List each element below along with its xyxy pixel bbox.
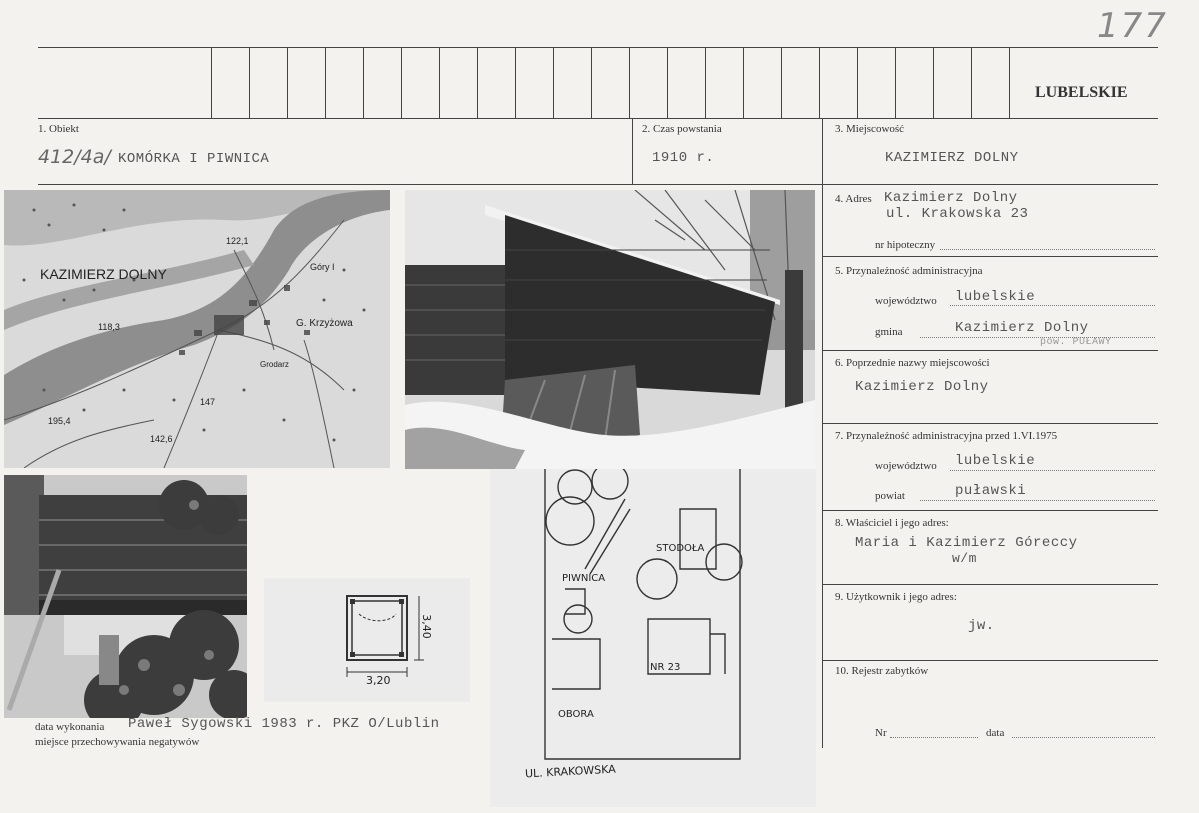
- grid-column-separator: [515, 47, 516, 118]
- site-plan-label: STODOŁA: [656, 543, 705, 554]
- grid-bottom-line: [38, 118, 1158, 119]
- site-plan-label: NR 23: [650, 662, 681, 673]
- map-label: Góry I: [310, 262, 335, 272]
- user-label: 9. Użytkownik i jego adres:: [835, 591, 957, 603]
- photographer-value: Paweł Sygowski 1983 r. PKZ O/Lublin: [128, 716, 440, 732]
- location-map: [4, 190, 390, 468]
- admin-commune-value: Kazimierz Dolny: [955, 320, 1089, 336]
- admin-before-voivodeship-value: lubelskie: [955, 453, 1036, 469]
- divider: [632, 118, 633, 184]
- locality-label: 3. Miejscowość: [835, 123, 905, 135]
- grid-column-separator: [819, 47, 820, 118]
- divider: [822, 510, 1158, 511]
- locality-value: KAZIMIERZ DOLNY: [885, 150, 1019, 166]
- divider: [822, 423, 1158, 424]
- grid-column-separator: [705, 47, 706, 118]
- dotted-field: [950, 470, 1155, 471]
- shed-photo: [405, 190, 815, 469]
- grid-column-separator: [895, 47, 896, 118]
- floor-plan-width: 3,20: [366, 674, 391, 687]
- former-names-label: 6. Poprzednie nazwy miejscowości: [835, 357, 990, 369]
- divider: [822, 118, 823, 748]
- date-built-label: 2. Czas powstania: [642, 123, 722, 135]
- registry-date-label: data: [986, 727, 1005, 739]
- grid-column-separator: [933, 47, 934, 118]
- grid-column-separator: [857, 47, 858, 118]
- grid-column-separator: [363, 47, 364, 118]
- dotted-field: [890, 737, 978, 738]
- admin-before-voivodeship-label: województwo: [875, 460, 937, 472]
- dotted-field: [920, 337, 1155, 338]
- map-label: G. Krzyżowa: [296, 318, 353, 329]
- owner-label: 8. Właściciel i jego adres:: [835, 517, 949, 529]
- grid-column-separator: [743, 47, 744, 118]
- negatives-storage-label: miejsce przechowywania negatywów: [35, 736, 200, 748]
- grid-column-separator: [629, 47, 630, 118]
- grid-column-separator: [553, 47, 554, 118]
- grid-column-separator: [249, 47, 250, 118]
- dotted-field: [940, 249, 1155, 250]
- site-plan-label: PIWNICA: [562, 573, 606, 584]
- divider: [38, 184, 1158, 185]
- address-line2: ul. Krakowska 23: [886, 206, 1029, 222]
- dotted-field: [920, 500, 1155, 501]
- map-town-label: KAZIMIERZ DOLNY: [40, 266, 167, 282]
- grid-column-separator: [401, 47, 402, 118]
- grid-column-separator: [211, 47, 212, 118]
- owner-line1: Maria i Kazimierz Góreccy: [855, 535, 1078, 551]
- object-value: KOMÓRKA I PIWNICA: [118, 151, 270, 167]
- grid-column-separator: [1009, 47, 1010, 118]
- grid-column-separator: [591, 47, 592, 118]
- dotted-field: [1012, 737, 1155, 738]
- divider: [822, 660, 1158, 661]
- grid-column-separator: [325, 47, 326, 118]
- region-label: LUBELSKIE: [1035, 84, 1128, 101]
- grid-column-separator: [971, 47, 972, 118]
- admin-voivodeship-value: lubelskie: [955, 289, 1036, 305]
- grid-top-line: [38, 47, 1158, 48]
- map-label: 118,3: [98, 322, 120, 332]
- map-label: Grodarz: [260, 360, 289, 369]
- divider: [822, 350, 1158, 351]
- floor-plan-sketch: [264, 578, 470, 702]
- address-label: 4. Adres: [835, 193, 872, 205]
- map-label: 147: [200, 397, 216, 407]
- grid-column-separator: [287, 47, 288, 118]
- admin-before-district-value: puławski: [955, 483, 1027, 499]
- floor-plan-height: 3,40: [419, 614, 433, 639]
- map-label: 122,1: [226, 236, 249, 246]
- site-plan-sketch: [490, 469, 816, 807]
- divider: [822, 584, 1158, 585]
- mortgage-label: nr hipoteczny: [875, 239, 936, 251]
- admin-label: 5. Przynależność administracyjna: [835, 265, 983, 277]
- map-label: 195,4: [48, 416, 71, 426]
- owner-line2: w/m: [952, 551, 977, 566]
- grid-column-separator: [477, 47, 478, 118]
- admin-before-label: 7. Przynależność administracyjna przed 1.VI.1975: [835, 430, 1058, 442]
- date-built-value: 1910 r.: [652, 150, 715, 166]
- divider: [822, 256, 1158, 257]
- grid-column-separator: [781, 47, 782, 118]
- admin-before-district-label: powiat: [875, 490, 905, 502]
- grid-column-separator: [667, 47, 668, 118]
- object-label: 1. Obiekt: [38, 123, 79, 135]
- registry-nr-label: Nr: [875, 727, 887, 739]
- dotted-field: [950, 305, 1155, 306]
- map-label: 142,6: [150, 434, 173, 444]
- card-number: 177: [1097, 6, 1168, 46]
- address-line1: Kazimierz Dolny: [884, 190, 1018, 206]
- user-value: jw.: [968, 618, 995, 634]
- admin-voivodeship-label: województwo: [875, 295, 937, 307]
- admin-commune-note: pow. PUŁAWY: [1040, 337, 1112, 348]
- site-plan-label: UL. KRAKOWSKA: [524, 762, 617, 781]
- admin-commune-label: gmina: [875, 326, 903, 338]
- object-prefix: 412/4a/: [38, 146, 111, 168]
- cellar-photo: [4, 475, 247, 718]
- former-names-value: Kazimierz Dolny: [855, 379, 989, 395]
- site-plan-label: OBORA: [558, 709, 594, 720]
- registry-label: 10. Rejestr zabytków: [835, 665, 929, 677]
- date-made-label: data wykonania: [35, 721, 105, 733]
- grid-column-separator: [439, 47, 440, 118]
